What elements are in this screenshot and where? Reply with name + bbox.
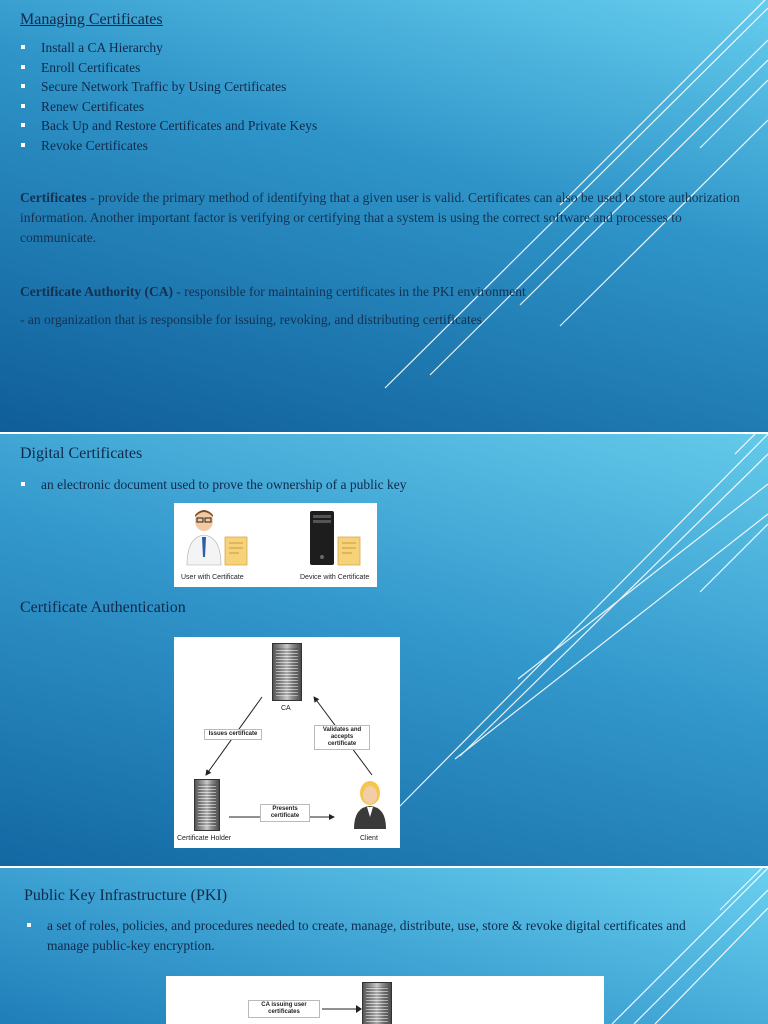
slide-title: Managing Certificates bbox=[20, 11, 163, 28]
issues-certificate-label: Issues certificate bbox=[204, 729, 262, 740]
slide-digital-certificates bbox=[0, 434, 768, 866]
list-item: Revoke Certificates bbox=[20, 136, 620, 156]
task-list bbox=[20, 38, 620, 155]
caption-device-with-certificate: Device with Certificate bbox=[300, 574, 370, 581]
validates-certificate-label: Validates and accepts certificate bbox=[314, 725, 370, 750]
list-item: Back Up and Restore Certificates and Private Keys bbox=[20, 116, 620, 136]
slide-managing-certificates bbox=[0, 0, 768, 432]
ca-label: CA bbox=[281, 705, 291, 712]
list-item: a set of roles, policies, and procedures needed to create, manage, distribute, use, store & revoke digital certificates and manage public-key encryption. bbox=[26, 916, 716, 955]
client-label: Client bbox=[360, 835, 378, 842]
term-certificate-authority: Certificate Authority (CA) bbox=[20, 284, 173, 299]
term-certificates: Certificates bbox=[20, 190, 87, 205]
list-item: an electronic document used to prove the ownership of a public key bbox=[20, 475, 620, 495]
list-item: Renew Certificates bbox=[20, 97, 620, 117]
certificates-definition bbox=[20, 188, 740, 248]
certificate-holders-figure bbox=[174, 503, 377, 587]
presents-certificate-label: Presents certificate bbox=[260, 804, 310, 822]
pki-diagram bbox=[166, 976, 604, 1024]
user-with-certificate-icon bbox=[179, 507, 259, 569]
list-item: Install a CA Hierarchy bbox=[20, 38, 620, 58]
slide-title: Public Key Infrastructure (PKI) bbox=[24, 887, 228, 904]
definition-text: - responsible for maintaining certificates in the PKI environment bbox=[172, 284, 526, 299]
caption-user-with-certificate: User with Certificate bbox=[181, 574, 244, 581]
ca-definition bbox=[20, 282, 740, 302]
certificate-holder-label: Certificate Holder bbox=[177, 835, 232, 842]
certificate-holder-server-icon bbox=[194, 779, 220, 831]
ca-server-icon bbox=[362, 982, 392, 1024]
slide-title: Digital Certificates bbox=[20, 445, 143, 462]
slide-public-key-infrastructure bbox=[0, 868, 768, 1024]
flow-arrow bbox=[322, 1004, 362, 1014]
definition-text: - provide the primary method of identifying that a given user is valid. Certificates can also be used to store authorization information. Another important factor is verifying or certifying that a system is using the correct software and processes to communicate. bbox=[20, 190, 740, 245]
section-subtitle: Certificate Authentication bbox=[20, 599, 186, 616]
client-user-icon bbox=[350, 779, 390, 829]
ca-definition-2: - an organization that is responsible for issuing, revoking, and distributing certificates bbox=[20, 312, 483, 327]
definition-list bbox=[20, 475, 620, 495]
ca-issuing-label: CA issuing user certificates bbox=[248, 1000, 320, 1018]
certificate-authentication-diagram bbox=[174, 637, 400, 848]
list-item: Secure Network Traffic by Using Certificates bbox=[20, 77, 620, 97]
device-with-certificate-icon bbox=[302, 507, 372, 569]
list-item: Enroll Certificates bbox=[20, 58, 620, 78]
definition-list bbox=[26, 916, 716, 955]
